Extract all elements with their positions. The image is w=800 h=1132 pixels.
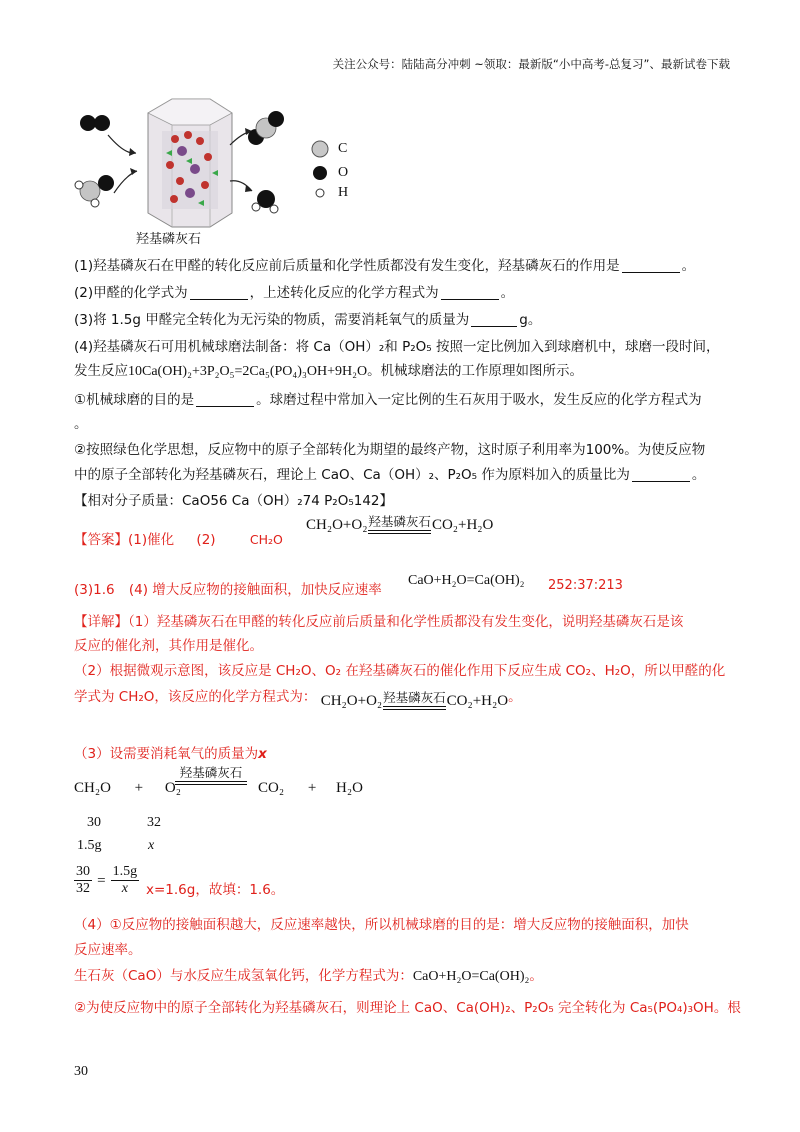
carbon-dioxide-molecule-icon [248, 111, 284, 145]
calc-products: CO₂ + H₂O [258, 780, 363, 796]
legend-c-label: C [338, 141, 348, 156]
crystal-caption: 羟基磷灰石 [136, 232, 202, 247]
detail-line-5: （3）设需要消耗氧气的质量为x [74, 746, 267, 762]
legend-carbon-icon [312, 141, 328, 157]
answer-equation-1: CH₂O+O₂ 羟基磷灰石 CO₂+H₂O [306, 514, 494, 533]
calc-unknown: x [148, 838, 155, 853]
answer-blank-4b [632, 467, 690, 482]
detail-label: 【详解】 [74, 614, 128, 630]
legend-oxygen-icon [313, 166, 327, 180]
legend-o-label: O [338, 165, 349, 180]
question-4-sub2-line1: ②按照绿色化学思想，反应物中的原子全部转化为期望的最终产物，这时原子利用率为100%。为使反应物 [74, 442, 706, 458]
answer-blank-3 [471, 312, 517, 327]
calc-proportion: $\frac{30}{32}$ = $\frac{1.5g}{x}$ [76, 864, 138, 896]
answer-line-1: 【答案】(1)催化 (2) CH₂O [74, 532, 283, 548]
crystal-diagram [70, 95, 400, 245]
reaction-figure [70, 95, 400, 245]
answer-blank-1 [622, 258, 680, 273]
legend-hydrogen-icon [316, 189, 324, 197]
question-1: (1)羟基磷灰石在甲醛的转化反应前后质量和化学性质都没有发生变化，羟基磷灰石的作用是 。 [74, 258, 696, 274]
detail-line-1: 【详解】（1）羟基磷灰石在甲醛的转化反应前后质量和化学性质都没有发生变化，说明羟基磷灰石是该 [74, 614, 684, 630]
question-4-line2: 发生反应10Ca(OH)₂+3P₂O₅=2Ca₅(PO₄)₃OH+9H₂O。机械球磨法的工作原理如图所示。 [74, 363, 584, 379]
answer-blank-2a [190, 285, 248, 300]
oxygen-molecule-icon [80, 115, 110, 131]
question-4-sub1: ①机械球磨的目的是 。球磨过程中常加入一定比例的生石灰用于吸水，发生反应的化学方程式为 [74, 392, 702, 408]
answer-ratio: 252:37:213 [548, 578, 623, 593]
calc-given: 1.5g [77, 838, 102, 853]
detail-line-9: ②为使反应物中的原子全部转化为羟基磷灰石，则理论上 CaO、Ca(OH)₂、P₂O₅ 完全转化为 Ca₅(PO₄)₃OH。根 [74, 1000, 741, 1016]
answer-equation-2: CaO+H₂O=Ca(OH)₂ [408, 573, 525, 588]
calc-mass-2: 32 [147, 815, 161, 830]
page-header: 关注公众号：陆陆高分冲刺 ~领取：最新版“小中高考-总复习”、最新试卷下载 [332, 57, 730, 71]
calc-condition: 羟基磷灰石 [174, 766, 248, 785]
relative-masses: 【相对分子质量：CaO56 Ca（OH）₂74 P₂O₅142】 [74, 493, 394, 509]
water-molecule-icon [252, 190, 278, 213]
answer-line-2: (3)1.6 (4) 增大反应物的接触面积，加快反应速率 [74, 582, 382, 598]
question-3: (3)将 1.5g 甲醛完全转化为无污染的物质，需要消耗氧气的质量为 g。 [74, 312, 542, 328]
formaldehyde-molecule-icon [75, 175, 114, 207]
hydroxyapatite-crystal-icon [148, 99, 232, 227]
answer-blank-2b [441, 285, 499, 300]
detail-line-6: （4）①反应物的接触面积越大，反应速率越快，所以机械球磨的目的是：增大反应物的接触面积，加快 [74, 917, 689, 933]
detail-line-7: 反应速率。 [74, 942, 142, 958]
question-4-sub2-line2: 中的原子全部转化为羟基磷灰石，理论上 CaO、Ca（OH）₂、P₂O₅ 作为原料加入的质量比为 。 [74, 467, 706, 483]
detail-line-2: 反应的催化剂，其作用是催化。 [74, 638, 263, 654]
calc-equation: CH₂O + O₂ [74, 780, 181, 796]
legend-h-label: H [338, 185, 349, 200]
question-4-sub1-end: 。 [74, 416, 88, 432]
page-number: 30 [74, 1064, 88, 1079]
calc-mass-1: 30 [87, 815, 101, 830]
calc-result: x=1.6g，故填：1.6。 [146, 882, 285, 898]
question-2: (2)甲醛的化学式为 ，上述转化反应的化学方程式为 。 [74, 285, 515, 301]
question-4-line1: (4)羟基磷灰石可用机械球磨法制备：将 Ca（OH）₂和 P₂O₅ 按照一定比例加入到球磨机中，球磨一段时间， [74, 339, 720, 355]
detail-line-3: （2）根据微观示意图，该反应是 CH₂O、O₂ 在羟基磷灰石的催化作用下反应生成 CO₂、H₂O，所以甲醛的化 [74, 663, 726, 679]
answer-blank-4a [196, 392, 254, 407]
answer-label: 【答案】 [74, 532, 128, 548]
detail-line-8: 生石灰（CaO）与水反应生成氢氧化钙，化学方程式为：CaO+H₂O=Ca(OH)₂。 [74, 968, 543, 984]
detail-line-4: 学式为 CH₂O，该反应的化学方程式为： CH₂O+O₂ 羟基磷灰石 CO₂+H₂O。 [74, 689, 522, 709]
